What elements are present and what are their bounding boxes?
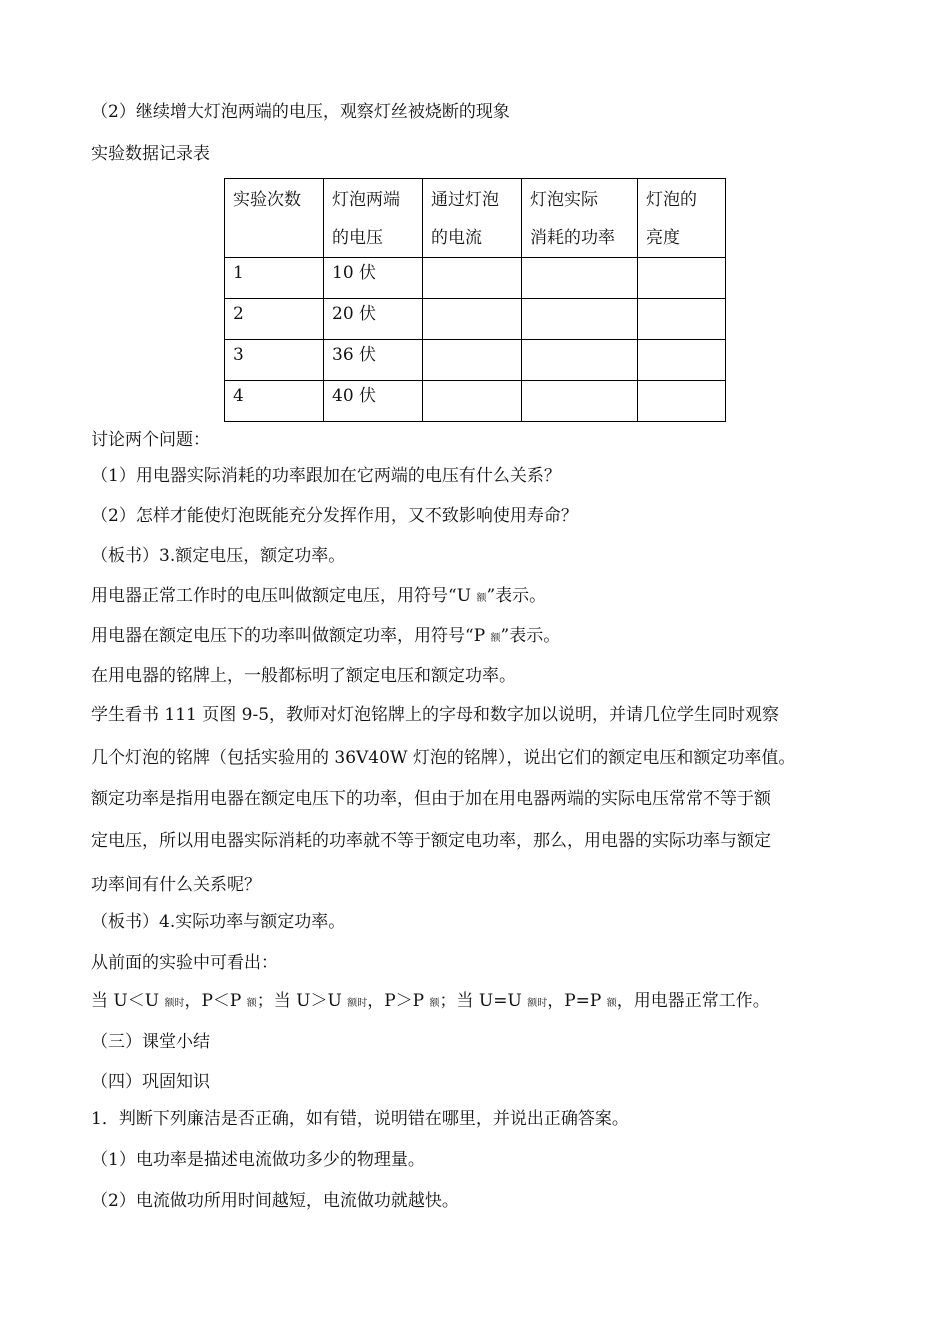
table-header-row	[225, 179, 726, 258]
table-cell: 4	[225, 381, 324, 422]
text-line: 定电压，所以用电器实际消耗的功率就不等于额定电功率，那么，用电器的实际功率与额定	[91, 831, 771, 851]
table-cell	[423, 299, 522, 340]
text-line: （2）电流做功所用时间越短，电流做功就越快。	[91, 1191, 459, 1211]
table-cell: 3	[225, 340, 324, 381]
text-line: （1）电功率是描述电流做功多少的物理量。	[91, 1150, 425, 1170]
power-relation-line: 当 U＜U 额时，P＜P 额；当 U＞U 额时，P＞P 额；当 U=U 额时，P=P 额，用电器正常工作。	[91, 991, 770, 1011]
header-cell: 灯泡的 亮度	[638, 179, 726, 258]
table-cell	[423, 340, 522, 381]
text-line: 几个灯泡的铭牌（包括实验用的 36V40W 灯泡的铭牌），说出它们的额定电压和额定功率值。	[91, 748, 796, 768]
table-caption: 实验数据记录表	[91, 144, 210, 164]
table-cell: 1	[225, 258, 324, 299]
table-cell	[522, 381, 638, 422]
text-line: （2）怎样才能使灯泡既能充分发挥作用，又不致影响使用寿命？	[91, 506, 578, 526]
table-row	[225, 340, 726, 381]
table-cell	[522, 258, 638, 299]
table-cell	[423, 258, 522, 299]
text-line: （板书）3.额定电压，额定功率。	[91, 546, 346, 566]
header-cell: 实验次数	[225, 179, 324, 258]
text-line: （板书）4.实际功率与额定功率。	[91, 912, 346, 932]
table-cell	[522, 340, 638, 381]
text-line: 在用电器的铭牌上，一般都标明了额定电压和额定功率。	[91, 666, 516, 686]
table-cell	[638, 258, 726, 299]
header-cell: 灯泡实际 消耗的功率	[522, 179, 638, 258]
table-cell	[522, 299, 638, 340]
text-line: 学生看书 111 页图 9-5，教师对灯泡铭牌上的字母和数字加以说明，并请几位学生同时观察	[91, 705, 780, 725]
rated-power-definition: 用电器在额定电压下的功率叫做额定功率，用符号“P 额”表示。	[91, 626, 561, 646]
header-cell: 灯泡两端 的电压	[324, 179, 423, 258]
table-row	[225, 258, 726, 299]
table-cell: 40 伏	[324, 381, 423, 422]
table-cell	[638, 299, 726, 340]
section-heading: （四）巩固知识	[91, 1072, 210, 1092]
table-row	[225, 381, 726, 422]
table-cell	[423, 381, 522, 422]
rated-voltage-definition: 用电器正常工作时的电压叫做额定电压，用符号“U 额”表示。	[91, 586, 547, 606]
table-cell	[638, 340, 726, 381]
table-cell	[638, 381, 726, 422]
table-cell: 20 伏	[324, 299, 423, 340]
table-cell: 2	[225, 299, 324, 340]
experiment-data-table	[224, 178, 726, 422]
text-line: 从前面的实验中可看出：	[91, 953, 278, 973]
table-cell: 36 伏	[324, 340, 423, 381]
text-line: （2）继续增大灯泡两端的电压，观察灯丝被烧断的现象	[91, 102, 510, 122]
section-heading: （三）课堂小结	[91, 1032, 210, 1052]
table-cell: 10 伏	[324, 258, 423, 299]
table-row	[225, 299, 726, 340]
text-line: 1．判断下列廉洁是否正确，如有错，说明错在哪里，并说出正确答案。	[91, 1109, 629, 1129]
text-line: 讨论两个问题：	[91, 430, 210, 450]
text-line: （1）用电器实际消耗的功率跟加在它两端的电压有什么关系？	[91, 466, 561, 486]
header-cell: 通过灯泡 的电流	[423, 179, 522, 258]
text-line: 功率间有什么关系呢？	[91, 875, 261, 895]
text-line: 额定功率是指用电器在额定电压下的功率，但由于加在用电器两端的实际电压常常不等于额	[91, 789, 771, 809]
